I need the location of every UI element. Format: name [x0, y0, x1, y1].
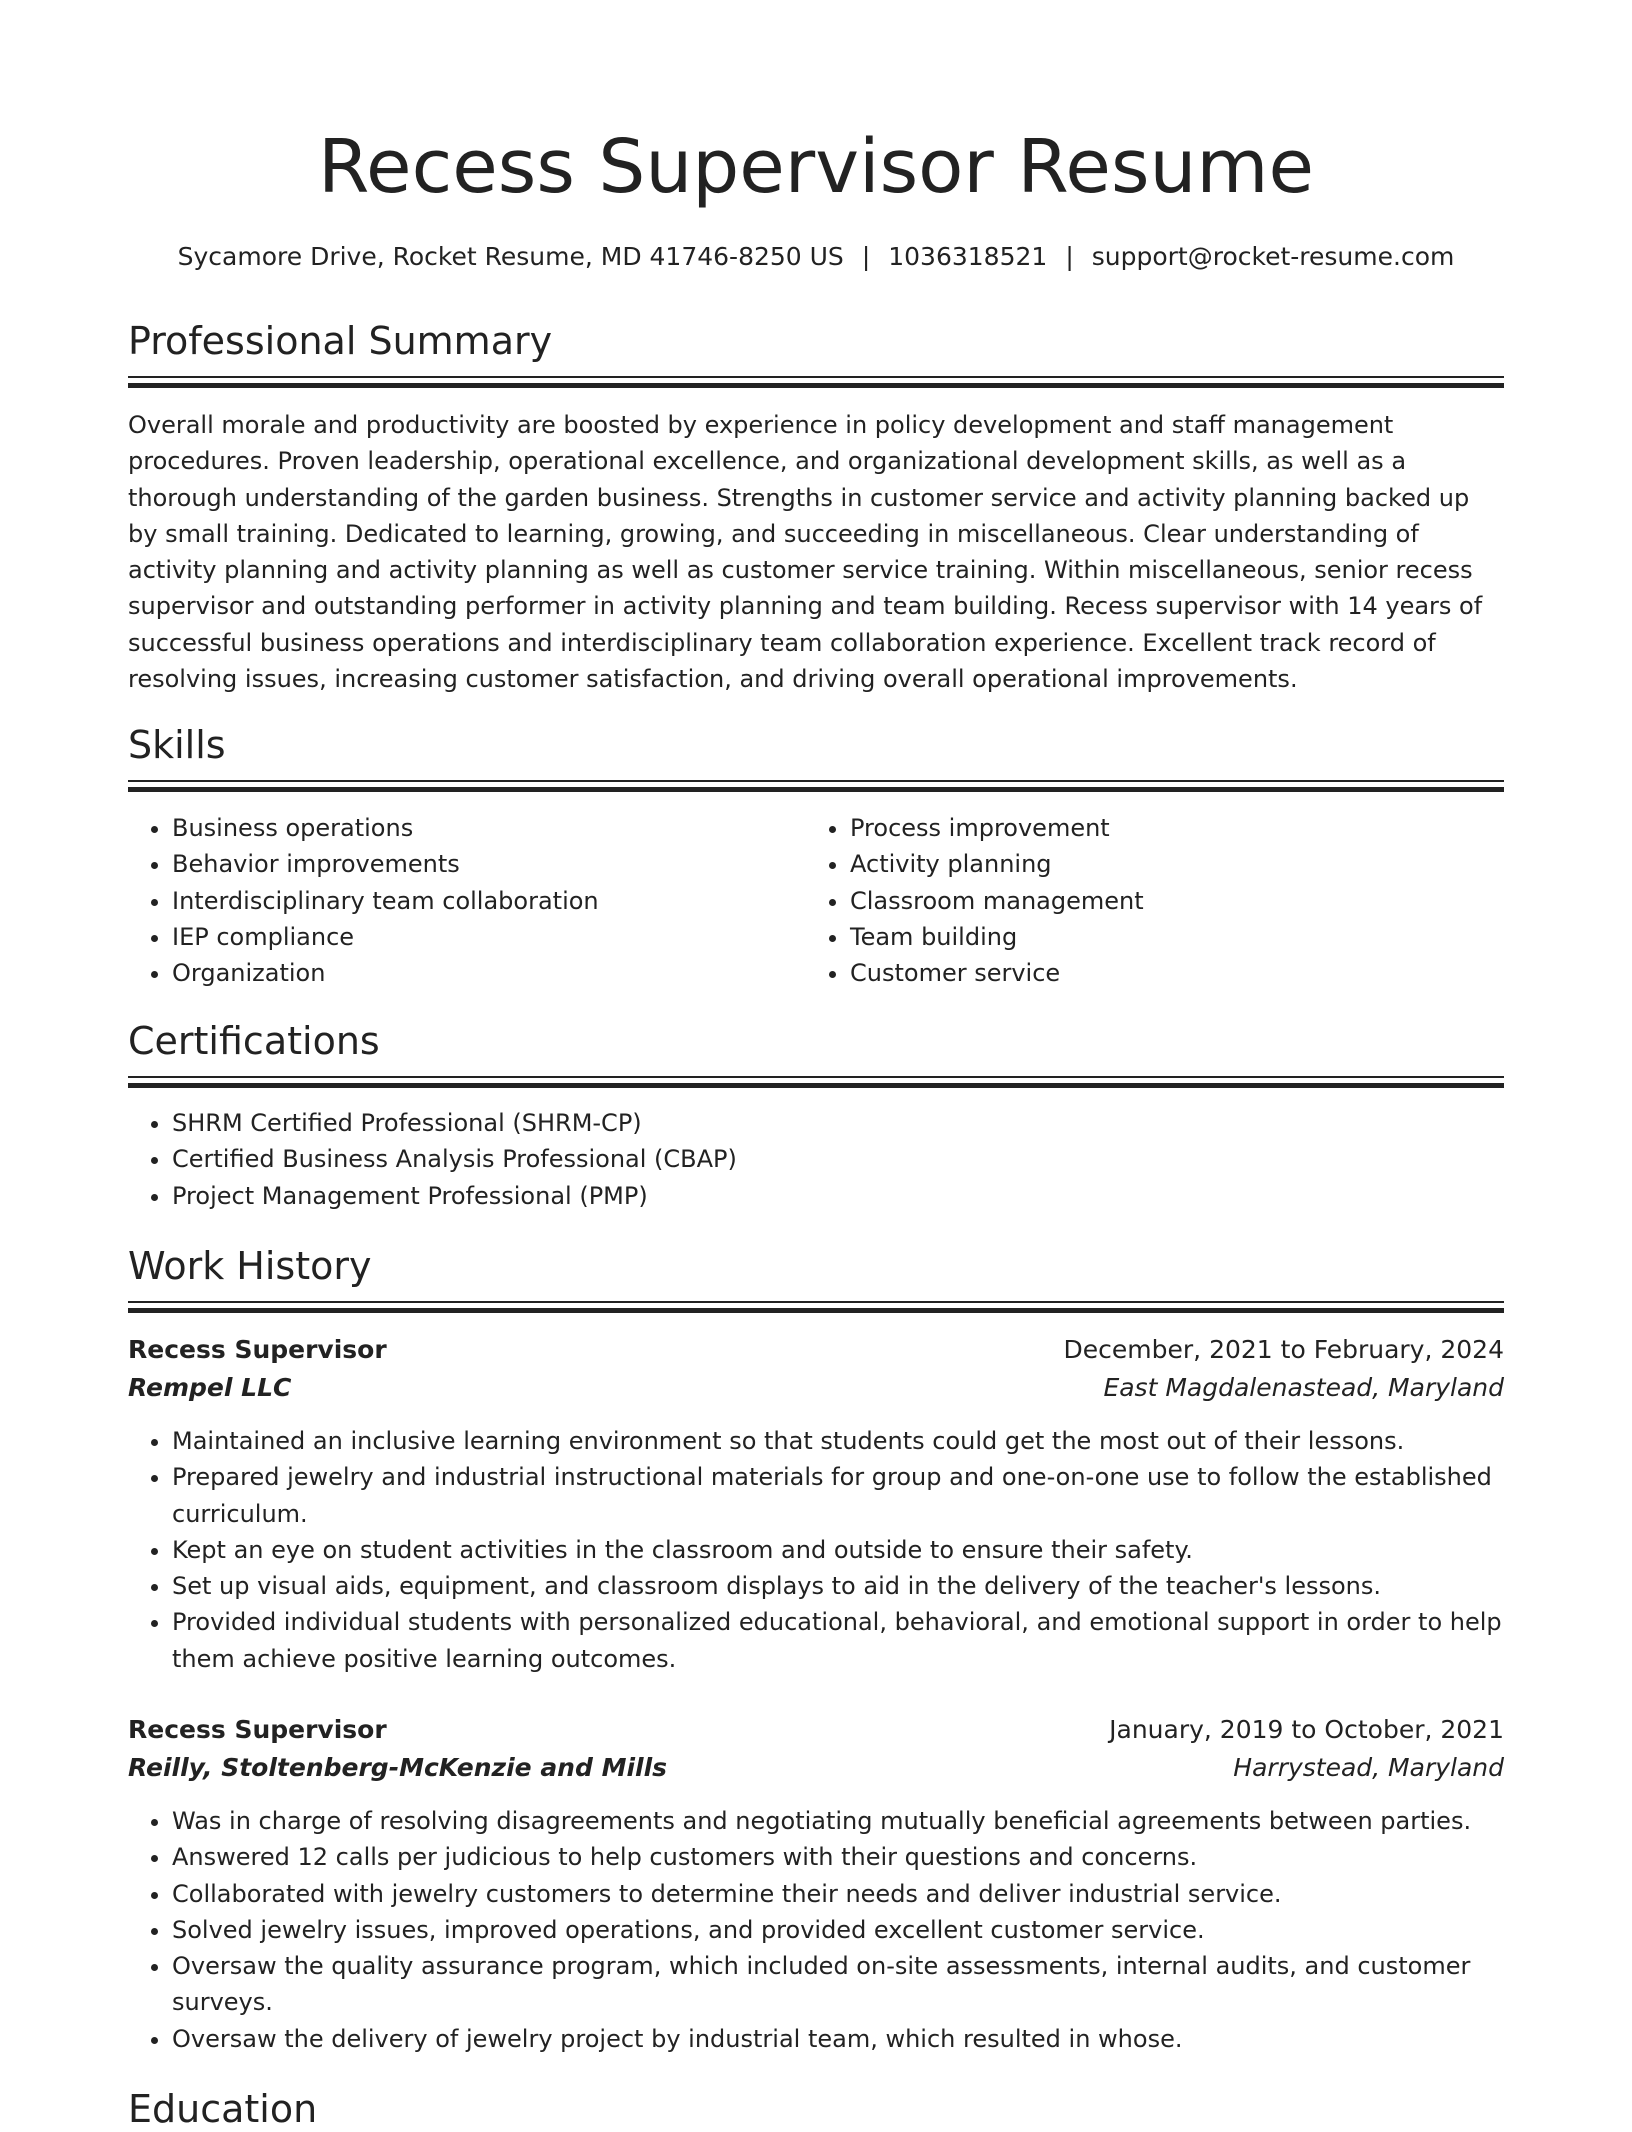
job-bullet: • Prepared jewelry and industrial instructional materials for group and one-on-one use to follow the established curriculum.: [172, 1459, 1504, 1532]
job-dates: January, 2019 to October, 2021: [1109, 1715, 1504, 1744]
section-divider: [128, 1076, 1504, 1088]
skill-item: • Process improvement: [850, 810, 1486, 846]
contact-separator: |: [1065, 242, 1074, 271]
skill-item: • Business operations: [172, 810, 808, 846]
job-bullet: • Oversaw the delivery of jewelry project by industrial team, which resulted in whose.: [172, 2021, 1504, 2057]
certifications-heading: Certifications: [128, 1019, 380, 1063]
job-bullet: • Set up visual aids, equipment, and classroom displays to aid in the delivery of the teacher's lessons.: [172, 1568, 1504, 1604]
skills-heading: Skills: [128, 723, 226, 767]
job-bullet: • Was in charge of resolving disagreements and negotiating mutually beneficial agreements between parties.: [172, 1803, 1504, 1839]
job-bullet: • Answered 12 calls per judicious to help customers with their questions and concerns.: [172, 1839, 1504, 1875]
skill-item: • Interdisciplinary team collaboration: [172, 883, 808, 919]
summary-heading: Professional Summary: [128, 319, 553, 363]
job-dates: December, 2021 to February, 2024: [1063, 1335, 1504, 1364]
skills-column-right: [806, 810, 1486, 991]
contact-address: Sycamore Drive, Rocket Resume, MD 41746-8250 US: [177, 242, 844, 271]
job-header: [128, 1711, 1504, 1787]
job-bullet: • Oversaw the quality assurance program, which included on-site assessments, internal audits, and customer surveys.: [172, 1948, 1504, 2021]
contact-email[interactable]: support@rocket-resume.com: [1091, 242, 1455, 271]
job-bullets: [128, 1423, 1504, 1677]
job-title: Recess Supervisor: [128, 1715, 387, 1744]
education-heading: Education: [128, 2087, 318, 2131]
job-company: Reilly, Stoltenberg-McKenzie and Mills: [128, 1753, 668, 1782]
job-company: Rempel LLC: [128, 1373, 292, 1402]
job-location: East Magdalenastead, Maryland: [1103, 1373, 1504, 1402]
job-bullet: • Provided individual students with personalized educational, behavioral, and emotional support in order to help them achieve positive learning outcomes.: [172, 1604, 1504, 1677]
skill-item: • Organization: [172, 955, 808, 991]
certification-item: • Project Management Professional (PMP): [172, 1178, 1504, 1214]
job-bullets: [128, 1803, 1504, 2057]
job-bullet: • Collaborated with jewelry customers to determine their needs and deliver industrial service.: [172, 1876, 1504, 1912]
certification-item: • Certified Business Analysis Professional (CBAP): [172, 1141, 1504, 1177]
skill-item: • Customer service: [850, 955, 1486, 991]
section-divider: [128, 376, 1504, 388]
skill-item: • Behavior improvements: [172, 846, 808, 882]
skill-item: • Classroom management: [850, 883, 1486, 919]
work-heading: Work History: [128, 1244, 372, 1288]
skill-item: • Activity planning: [850, 846, 1486, 882]
skill-item: • Team building: [850, 919, 1486, 955]
contact-line: [128, 240, 1504, 274]
section-divider: [128, 780, 1504, 792]
job-title: Recess Supervisor: [128, 1335, 387, 1364]
job-bullet: • Kept an eye on student activities in the classroom and outside to ensure their safety.: [172, 1532, 1504, 1568]
job-location: Harrystead, Maryland: [1233, 1753, 1504, 1782]
summary-text: Overall morale and productivity are boosted by experience in policy development and staff management procedures. Proven leadership, operational excellence, and organizational development skills, as well as a thorough understanding of the garden business. Strengths in customer service and activity planning backed up by small training. Dedicated to learning, growing, and succeeding in miscellaneous. Clear understanding of activity planning and activity planning as well as customer service training. Within miscellaneous, senior recess supervisor and outstanding performer in activity planning and team building. Recess supervisor with 14 years of successful business operations and interdisciplinary team collaboration experience. Excellent track record of resolving issues, increasing customer satisfaction, and driving overall operational improvements.: [128, 411, 1483, 694]
job-bullet: • Maintained an inclusive learning environment so that students could get the most out of their lessons.: [172, 1423, 1504, 1459]
job-bullet: • Solved jewelry issues, improved operations, and provided excellent customer service.: [172, 1912, 1504, 1948]
skills-column-left: [128, 810, 808, 991]
job-header: [128, 1331, 1504, 1407]
contact-separator: |: [861, 242, 871, 271]
certifications-list: [128, 1105, 1504, 1214]
contact-phone: 1036318521: [888, 242, 1048, 271]
certification-item: • SHRM Certified Professional (SHRM-CP): [172, 1105, 1504, 1141]
skill-item: • IEP compliance: [172, 919, 808, 955]
section-divider: [128, 1301, 1504, 1313]
resume-title: Recess Supervisor Resume: [317, 124, 1315, 210]
